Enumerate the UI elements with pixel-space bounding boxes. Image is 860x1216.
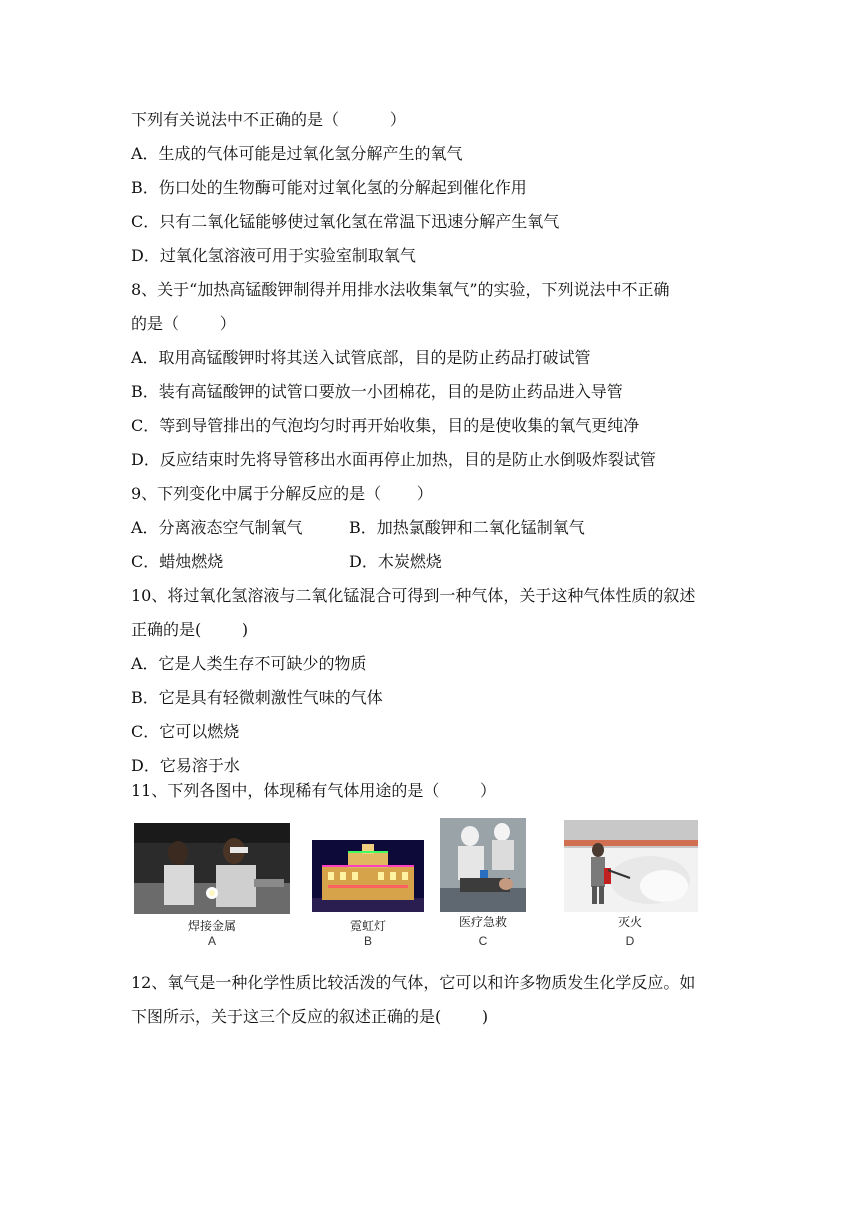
q7-option-a: A．生成的气体可能是过氧化氢分解产生的氧气 — [131, 144, 463, 163]
q10-option-d: D．它易溶于水 — [131, 756, 240, 775]
q7-option-d: D．过氧化氢溶液可用于实验室制取氧气 — [131, 246, 416, 265]
q10-stem-line1: 10、将过氧化氢溶液与二氧化锰混合可得到一种气体，关于这种气体性质的叙述 — [131, 586, 696, 605]
fire-extinguish-photo-icon — [564, 820, 698, 912]
q8-stem-line1: 8、关于“加热高锰酸钾制得并用排水法收集氧气”的实验，下列说法中不正确 — [131, 280, 670, 299]
q9-stem: 9、下列变化中属于分解反应的是（ ） — [131, 484, 433, 503]
q7-option-c: C．只有二氧化锰能够使过氧化氢在常温下迅速分解产生氧气 — [131, 212, 560, 231]
q10-option-b: B．它是具有轻微刺激性气味的气体 — [131, 688, 383, 707]
medical-rescue-photo-icon — [440, 818, 526, 912]
q12-stem-line1: 12、氧气是一种化学性质比较活泼的气体，它可以和许多物质发生化学反应。如 — [131, 973, 696, 992]
figure-c-caption: 医疗急救 — [458, 915, 507, 929]
figure-d-letter: D — [625, 934, 635, 948]
q7-stem: 下列有关说法中不正确的是（ ） — [131, 110, 406, 129]
figure-c-letter: C — [478, 934, 488, 948]
q9-option-b: B．加热氯酸钾和二氧化锰制氧气 — [349, 518, 585, 537]
figure-b — [312, 818, 424, 954]
figure-a-caption: 焊接金属 — [187, 919, 236, 933]
figure-d — [562, 818, 698, 954]
figure-b-letter: B — [363, 934, 372, 948]
q8-option-a: A．取用高锰酸钾时将其送入试管底部，目的是防止药品打破试管 — [131, 348, 591, 367]
q8-option-d: D．反应结束时先将导管移出水面再停止加热，目的是防止水倒吸炸裂试管 — [131, 450, 656, 469]
figure-d-caption: 灭火 — [617, 915, 642, 929]
q11-stem: 11、下列各图中，体现稀有气体用途的是（ ） — [131, 781, 497, 800]
q8-option-c: C．等到导管排出的气泡均匀时再开始收集，目的是使收集的氧气更纯净 — [131, 416, 640, 435]
q12-stem-line2: 下图所示，关于这三个反应的叙述正确的是( ) — [131, 1007, 489, 1026]
neon-building-photo-icon — [312, 840, 424, 912]
q8-option-b: B．装有高锰酸钾的试管口要放一小团棉花，目的是防止药品进入导管 — [131, 382, 623, 401]
welding-photo-icon — [134, 823, 290, 914]
q10-option-c: C．它可以燃烧 — [131, 722, 240, 741]
q9-option-d: D．木炭燃烧 — [349, 552, 442, 571]
figure-b-caption: 霓虹灯 — [349, 919, 386, 933]
q10-stem-line2: 正确的是( ) — [131, 620, 249, 639]
figure-a — [134, 818, 290, 954]
q11-figures — [134, 818, 734, 958]
q9-option-a: A．分离液态空气制氧气 — [131, 518, 303, 537]
q7-option-b: B．伤口处的生物酶可能对过氧化氢的分解起到催化作用 — [131, 178, 527, 197]
q10-option-a: A．它是人类生存不可缺少的物质 — [131, 654, 367, 673]
figure-a-letter: A — [207, 934, 216, 948]
q9-option-c: C．蜡烛燃烧 — [131, 552, 224, 571]
figure-c — [440, 818, 526, 954]
q8-stem-line2: 的是（ ） — [131, 314, 236, 333]
